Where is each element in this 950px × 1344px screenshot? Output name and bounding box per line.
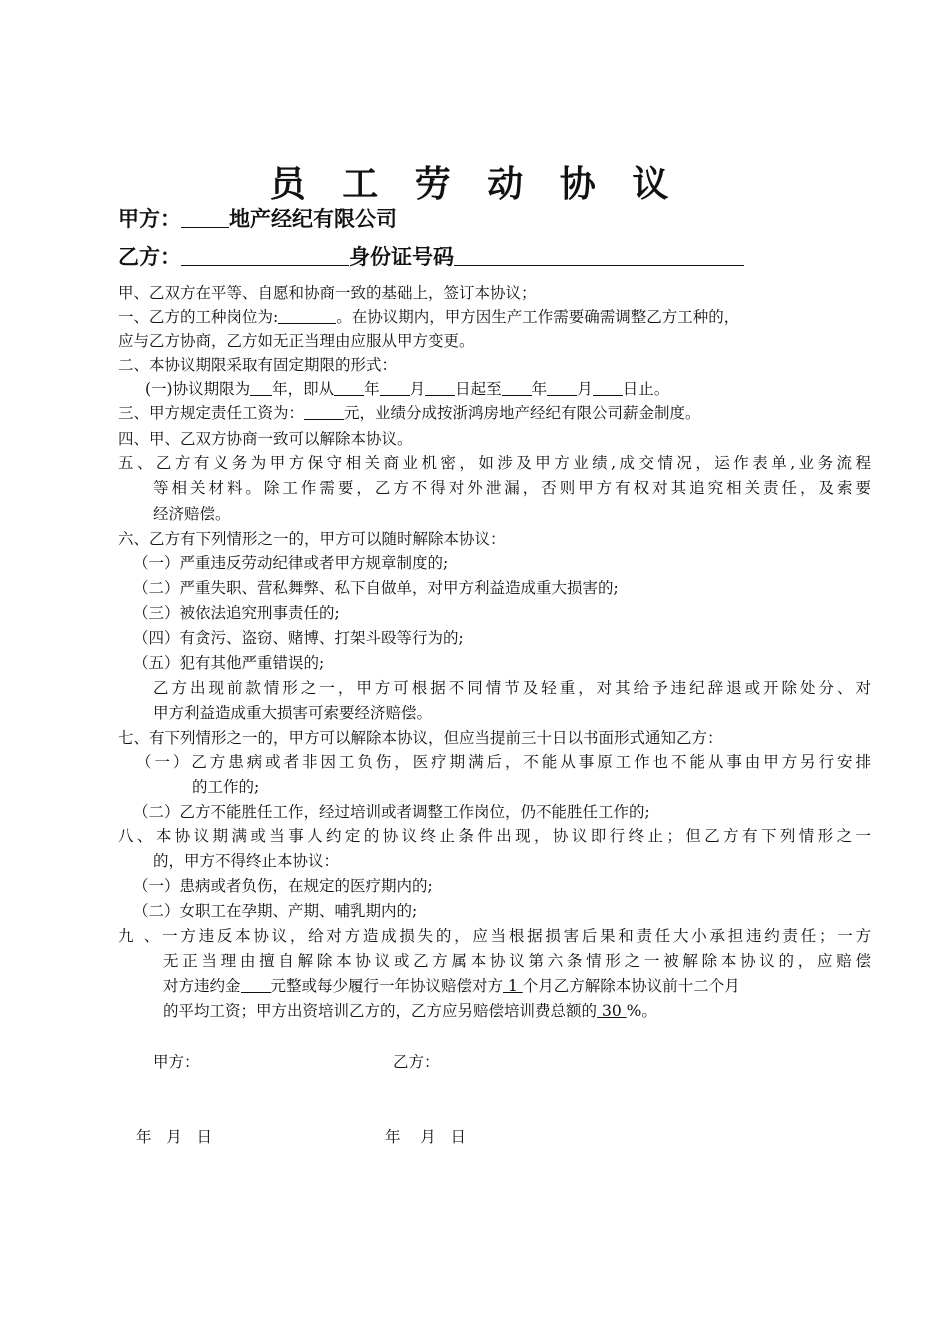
clause-7-item-1-line-2: 的工作的; xyxy=(192,778,260,796)
party-a-line xyxy=(118,203,397,233)
clause-6-item-1: （一）严重违反劳动纪律或者甲方规章制度的; xyxy=(133,554,449,572)
clause-5-line-2: 等相关材料。除工作需要，乙方不得对外泄漏，否则甲方有权对其追究相关责任，及索要 xyxy=(153,479,871,497)
clause-7-item-2: （二）乙方不能胜任工作，经过培训或者调整工作岗位，仍不能胜任工作的; xyxy=(133,803,650,821)
clause-6-item-3: （三）被依法追究刑事责任的; xyxy=(133,604,340,622)
clause-9-line-1: 九 、一方违反本协议，给对方造成损失的，应当根据损害后果和责任大小承担违约责任；一方 xyxy=(118,927,871,945)
clause-6-note-line-2: 甲方利益造成重大损害可索要经济赔偿。 xyxy=(153,704,433,722)
clause-8-line-2: 的，甲方不得终止本协议： xyxy=(153,852,340,870)
clause-9-line-4 xyxy=(163,1001,657,1021)
document-title: 员 工 劳 动 协 议 xyxy=(269,164,681,205)
clause-9-line-2: 无正当理由擅自解除本协议或乙方属本协议第六条情形之一被解除本协议的，应赔偿 xyxy=(163,952,871,970)
clause-9-text-c2: 元整或每少履行一年协议赔偿对方 xyxy=(270,977,504,995)
intro-text: 甲、乙双方在平等、自愿和协商一致的基础上，签订本协议； xyxy=(118,284,537,302)
clause-7-heading: 七、有下列情形之一的，甲方可以解除本协议，但应当提前三十日以书面形式通知乙方： xyxy=(118,729,723,747)
clause-8-item-1: （一）患病或者负伤，在规定的医疗期内的; xyxy=(133,877,433,895)
party-b-id-blank xyxy=(454,244,744,266)
clause-3-text-b: 元，业绩分成按浙鸿房地产经纪有限公司薪金制度。 xyxy=(344,404,701,422)
clause-1-text-a: 一、乙方的工种岗位为: xyxy=(118,308,279,326)
term-text-d: 月 xyxy=(409,380,426,398)
party-a-company: 地产经纪有限公司 xyxy=(229,207,397,231)
term-text-g: 月 xyxy=(577,380,593,398)
clause-1-line-2: 应与乙方协商，乙方如无正当理由应服从甲方变更。 xyxy=(118,332,475,350)
clause-8-item-2: （二）女职工在孕期、产期、哺乳期内的; xyxy=(133,902,418,920)
end-day-blank xyxy=(593,380,623,397)
clause-4: 四、甲、乙双方协商一致可以解除本协议。 xyxy=(118,430,413,448)
term-text-c: 年 xyxy=(364,380,380,398)
party-a-label: 甲方： xyxy=(118,207,181,231)
clause-5-line-3: 经济赔偿。 xyxy=(153,505,231,523)
start-month-blank xyxy=(380,380,410,397)
clause-3-line xyxy=(118,403,701,423)
start-year-blank xyxy=(334,380,364,397)
clause-3-text-a: 三、甲方规定责任工资为： xyxy=(118,404,305,422)
term-text-e: 日起至 xyxy=(455,380,502,398)
clause-6-note-line-1: 乙方出现前款情形之一，甲方可根据不同情节及轻重，对其给予违纪辞退或开除处分、对 xyxy=(153,679,871,697)
signature-party-b: 乙方： xyxy=(393,1053,440,1071)
clause-6-item-5: （五）犯有其他严重错误的; xyxy=(133,654,325,672)
clause-2-heading: 二、本协议期限采取有固定期限的形式： xyxy=(118,356,398,374)
clause-2-term-line xyxy=(145,379,669,399)
term-text-f: 年 xyxy=(531,380,548,398)
term-text-h: 日止。 xyxy=(622,380,670,398)
signature-party-a: 甲方： xyxy=(153,1053,200,1071)
clause-9-line-3 xyxy=(163,976,740,996)
party-a-blank xyxy=(181,206,229,228)
clause-7-item-1-line-1: （一）乙方患病或者非因工负伤，医疗期满后，不能从事原工作也不能从事由甲方另行安排 xyxy=(136,753,871,771)
clause-9-text-d2: %。 xyxy=(626,1002,657,1020)
clause-6-item-4: （四）有贪污、盗窃、赌博、打架斗殴等行为的; xyxy=(133,629,464,647)
signature-date-b: 年 月 日 xyxy=(385,1128,466,1146)
compensation-months-value: 1 xyxy=(507,977,518,995)
clause-9-text-c3: 个月乙方解除本协议前十二个月 xyxy=(522,977,740,995)
start-day-blank xyxy=(425,380,455,397)
clause-5-line-1: 五、乙方有义务为甲方保守相关商业机密，如涉及甲方业绩,成交情况，运作表单,业务流程 xyxy=(118,454,871,472)
party-b-line xyxy=(118,241,744,271)
party-b-label: 乙方： xyxy=(118,245,181,269)
term-years-blank xyxy=(250,380,272,397)
term-text-a: (一)协议期限为 xyxy=(145,380,251,398)
compensation-months xyxy=(503,977,523,995)
term-text-b: 年，即从 xyxy=(272,380,335,398)
clause-9-text-d1: 的平均工资；甲方出资培训乙方的，乙方应另赔偿培训费总额的 xyxy=(163,1002,598,1020)
clause-6-heading: 六、乙方有下列情形之一的，甲方可以随时解除本协议： xyxy=(118,530,506,548)
end-month-blank xyxy=(547,380,577,397)
job-position-blank xyxy=(278,308,336,325)
clause-9-text-c1: 对方违约金 xyxy=(163,977,241,995)
training-percent-value: 30 xyxy=(601,1002,622,1020)
salary-blank xyxy=(304,404,344,421)
signature-date-a: 年 月 日 xyxy=(136,1128,213,1146)
party-b-id-label: 身份证号码 xyxy=(349,245,454,269)
clause-8-line-1: 八、本协议期满或当事人约定的协议终止条件出现，协议即行终止；但乙方有下列情形之一 xyxy=(118,827,871,845)
end-year-blank xyxy=(502,380,532,397)
party-b-name-blank xyxy=(181,244,349,266)
clause-1-line-1 xyxy=(118,307,739,327)
training-percent xyxy=(597,1002,627,1020)
clause-6-item-2: （二）严重失职、营私舞弊、私下自做单，对甲方利益造成重大损害的; xyxy=(133,579,619,597)
penalty-amount-blank xyxy=(241,977,271,994)
clause-1-text-b: 。在协议期内，甲方因生产工作需要确需调整乙方工种的， xyxy=(336,308,740,326)
